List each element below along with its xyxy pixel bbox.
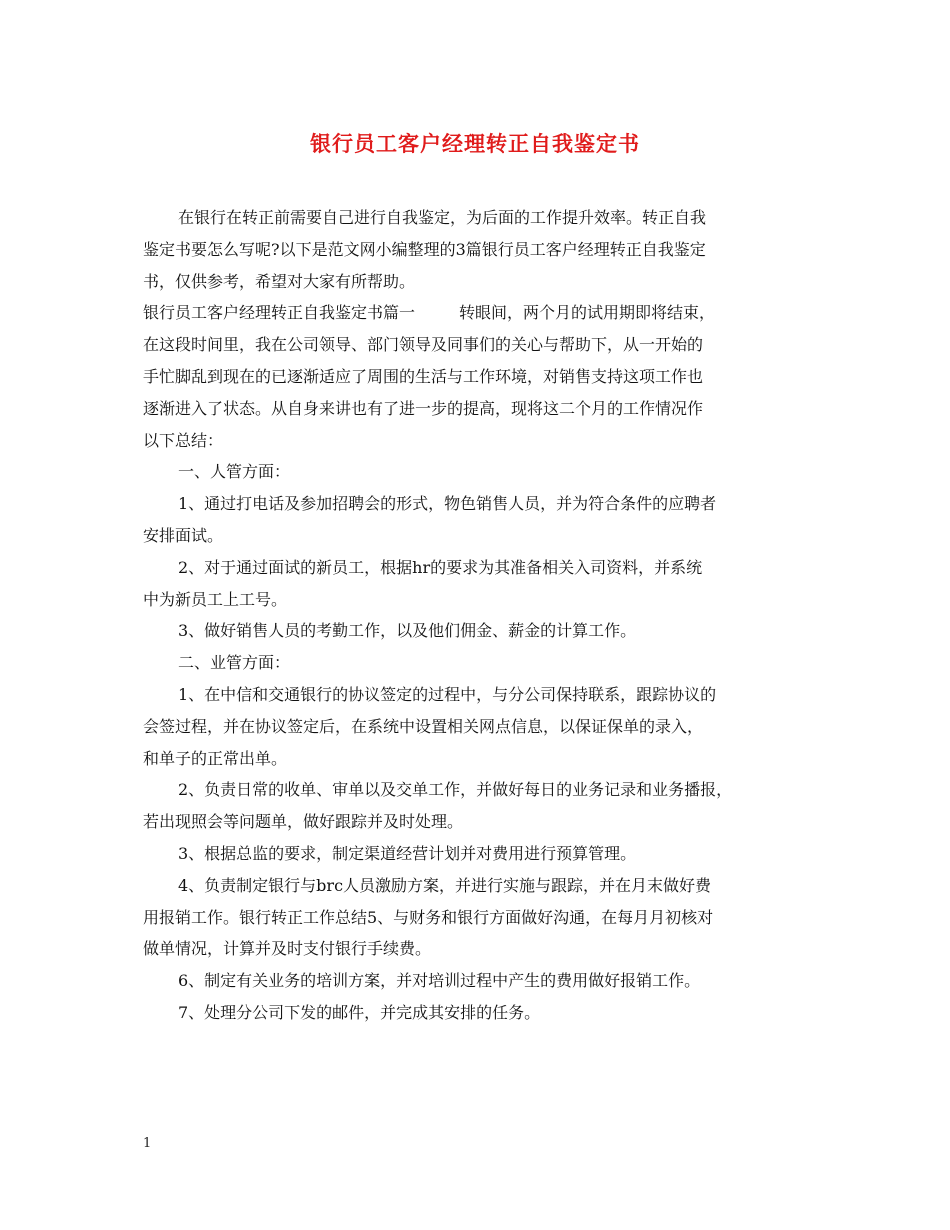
text-line <box>143 615 823 647</box>
text-line <box>143 584 823 616</box>
text-line <box>143 297 823 329</box>
text-line-content: 逐渐进入了状态。从自身来讲也有了进一步的提高，现将这二个月的工作情况作 <box>143 398 704 418</box>
text-line <box>143 329 823 361</box>
text-line-content: 二、业管方面： <box>178 653 291 673</box>
text-line-content: 做单情况，计算并及时支付银行手续费。 <box>143 939 432 959</box>
text-line <box>143 234 823 266</box>
text-line <box>143 393 823 425</box>
text-line <box>143 774 823 806</box>
text-line <box>143 743 823 775</box>
text-line-content: 手忙脚乱到现在的已逐渐适应了周围的生活与工作环境，对销售支持这项工作也 <box>143 366 704 386</box>
text-line <box>143 902 823 934</box>
text-line-content: 以下总结： <box>143 430 224 450</box>
text-line <box>143 933 823 965</box>
text-line <box>143 870 823 902</box>
text-line <box>143 997 823 1029</box>
text-line-content: 安排面试。 <box>143 525 224 545</box>
text-line <box>143 202 823 234</box>
text-line-content: 一、人管方面： <box>178 462 291 482</box>
text-line-content: 银行员工客户经理转正自我鉴定书篇一 <box>143 303 416 323</box>
document-title: 银行员工客户经理转正自我鉴定书 <box>310 131 640 156</box>
text-line-content: 会签过程，并在协议签定后，在系统中设置相关网点信息，以保证保单的录入， <box>143 716 704 736</box>
text-line-content: 用报销工作。银行转正工作总结5、与财务和银行方面做好沟通，在每月月初核对 <box>143 907 714 927</box>
text-line-content: 2、负责日常的收单、审单以及交单工作，并做好每日的业务记录和业务播报， <box>178 780 733 800</box>
text-line-content: 中为新员工上工号。 <box>143 589 288 609</box>
text-line <box>143 488 823 520</box>
text-line-content: 书，仅供参考，希望对大家有所帮助。 <box>143 271 416 291</box>
text-line-content: 若出现照会等问题单，做好跟踪并及时处理。 <box>143 812 464 832</box>
text-line <box>143 361 823 393</box>
text-line-content: 1、在中信和交通银行的协议签定的过程中，与分公司保持联系，跟踪协议的 <box>178 684 717 704</box>
text-line-content: 4、负责制定银行与brc人员激励方案，并进行实施与跟踪，并在月末做好费 <box>178 875 712 895</box>
text-line <box>143 806 823 838</box>
text-line <box>143 679 823 711</box>
text-line-content: 在银行在转正前需要自己进行自我鉴定，为后面的工作提升效率。转正自我 <box>178 208 707 227</box>
text-line <box>143 711 823 743</box>
text-line <box>143 965 823 997</box>
text-line <box>143 838 823 870</box>
text-line-tail: 转眼间，两个月的试用期即将结束， <box>459 303 716 323</box>
text-line <box>143 520 823 552</box>
text-line <box>143 552 823 584</box>
text-line-content: 在这段时间里，我在公司领导、部门领导及同事们的关心与帮助下，从一开始的 <box>143 335 704 355</box>
text-line-content: 6、制定有关业务的培训方案，并对培训过程中产生的费用做好报销工作。 <box>178 971 701 991</box>
text-line-content: 1、通过打电话及参加招聘会的形式，物色销售人员，并为符合条件的应聘者 <box>178 494 717 514</box>
text-line-content: 7、处理分公司下发的邮件，并完成其安排的任务。 <box>178 1002 541 1022</box>
text-line-content: 3、做好销售人员的考勤工作，以及他们佣金、薪金的计算工作。 <box>178 621 637 641</box>
text-line <box>143 266 823 298</box>
text-line <box>143 425 823 457</box>
text-line-content: 3、根据总监的要求，制定渠道经营计划并对费用进行预算管理。 <box>178 843 637 863</box>
document-body <box>143 202 823 1029</box>
text-line <box>143 456 823 488</box>
text-line-content: 2、对于通过面试的新员工，根据hr的要求为其准备相关入司资料，并系统 <box>178 557 703 577</box>
page-number: 1 <box>143 1136 152 1151</box>
text-line-content: 和单子的正常出单。 <box>143 748 288 768</box>
text-line-content: 鉴定书要怎么写呢?以下是范文网小编整理的3篇银行员工客户经理转正自我鉴定 <box>143 239 706 259</box>
text-line <box>143 647 823 679</box>
